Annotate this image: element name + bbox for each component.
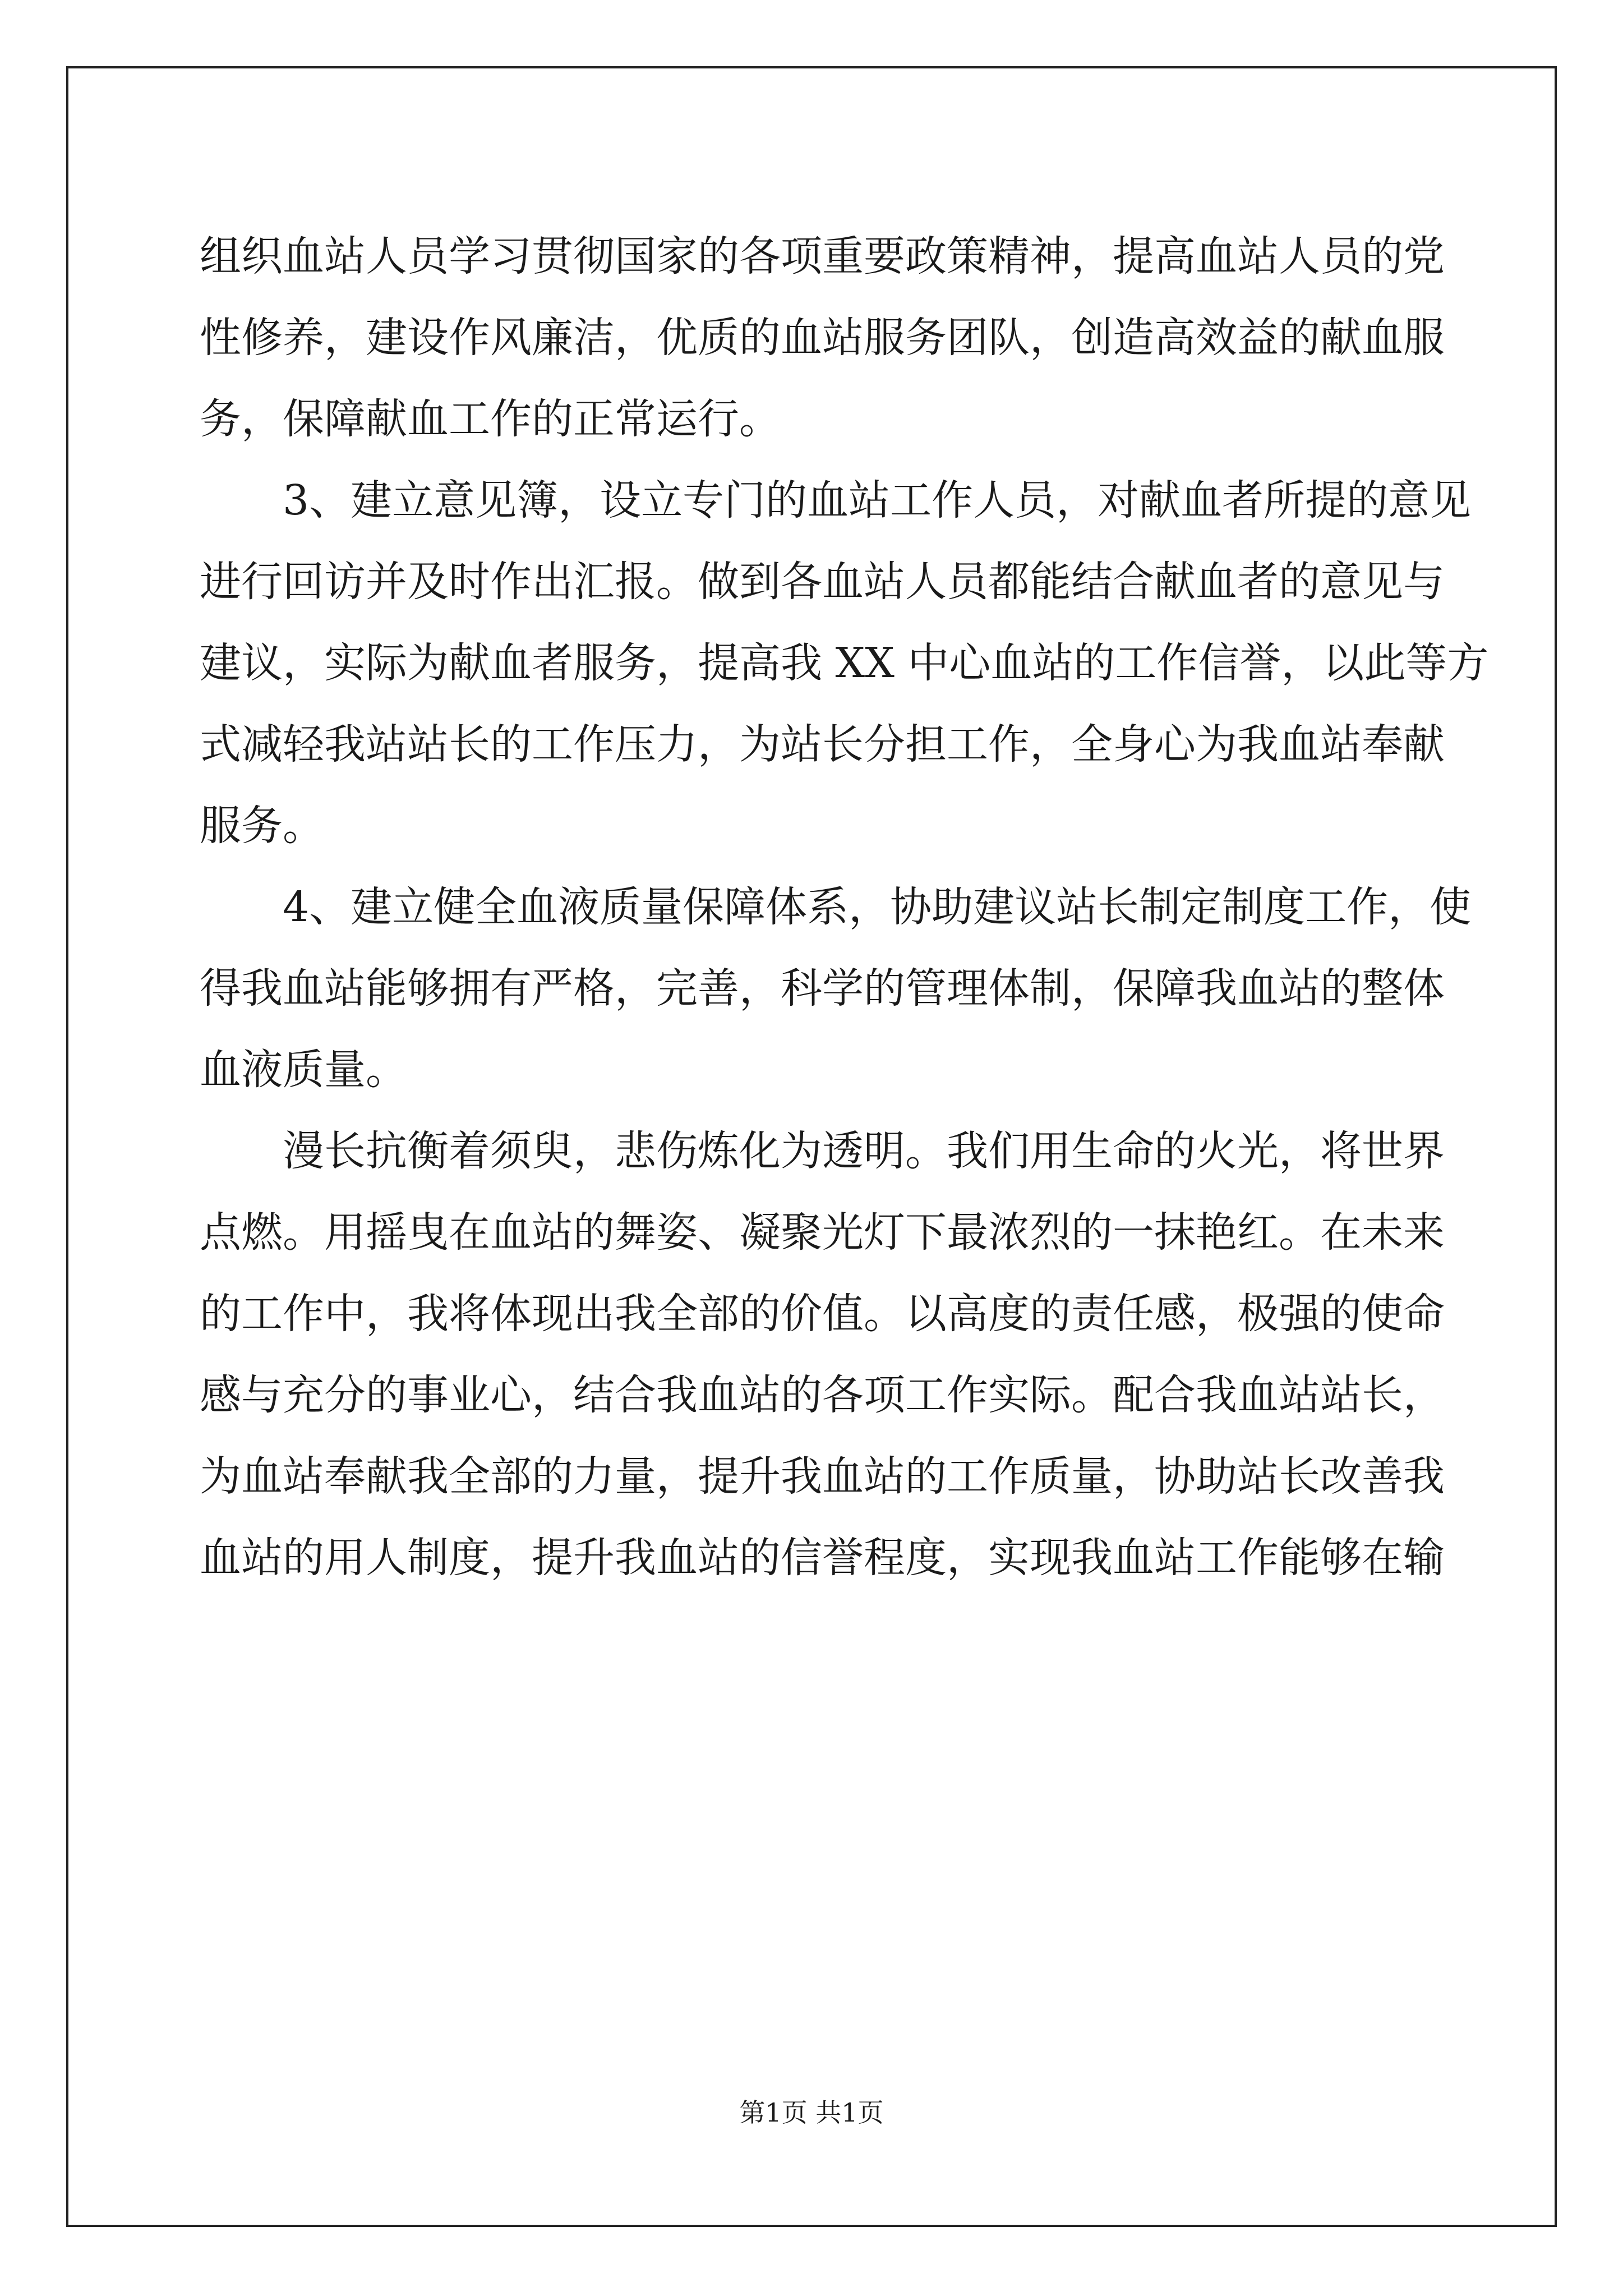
text-line: 4、建立健全血液质量保障体系，协助建议站长制定制度工作，使 xyxy=(283,883,1472,931)
text-line: 进行回访并及时作出汇报。做到各血站人员都能结合献血者的意见与 xyxy=(200,558,1445,606)
text-line: 组织血站人员学习贯彻国家的各项重要政策精神，提高血站人员的党 xyxy=(200,232,1445,280)
text-line: 性修养，建设作风廉洁，优质的血站服务团队，创造高效益的献血服 xyxy=(200,314,1445,362)
text-line: 血站的用人制度，提升我血站的信誉程度，实现我血站工作能够在输 xyxy=(200,1534,1445,1582)
text-line: 为血站奉献我全部的力量，提升我血站的工作质量，协助站长改善我 xyxy=(200,1452,1445,1501)
text-line: 血液质量。 xyxy=(200,1046,407,1094)
text-line: 点燃。用摇曳在血站的舞姿、凝聚光灯下最浓烈的一抹艳红。在未来 xyxy=(200,1208,1445,1257)
text-line: 感与充分的事业心，结合我血站的各项工作实际。配合我血站站长， xyxy=(200,1371,1445,1419)
text-line: 漫长抗衡着须臾，悲伤炼化为透明。我们用生命的火光，将世界 xyxy=(283,1127,1445,1175)
text-line: 式减轻我站站长的工作压力，为站长分担工作，全身心为我血站奉献 xyxy=(200,720,1445,769)
text-line: 务，保障献血工作的正常运行。 xyxy=(200,395,781,443)
text-line: 3、建立意见簿，设立专门的血站工作人员，对献血者所提的意见 xyxy=(283,476,1472,524)
text-line: 得我血站能够拥有严格，完善，科学的管理体制，保障我血站的整体 xyxy=(200,964,1445,1013)
page-number-footer: 第1页 共1页 xyxy=(739,2097,884,2128)
document-body xyxy=(200,216,1489,1599)
text-line: 建议，实际为献血者服务，提高我 XX 中心血站的工作信誉，以此等方 xyxy=(200,639,1489,687)
text-line: 的工作中，我将体现出我全部的价值。以高度的责任感，极强的使命 xyxy=(200,1290,1445,1338)
text-line: 服务。 xyxy=(200,802,324,850)
